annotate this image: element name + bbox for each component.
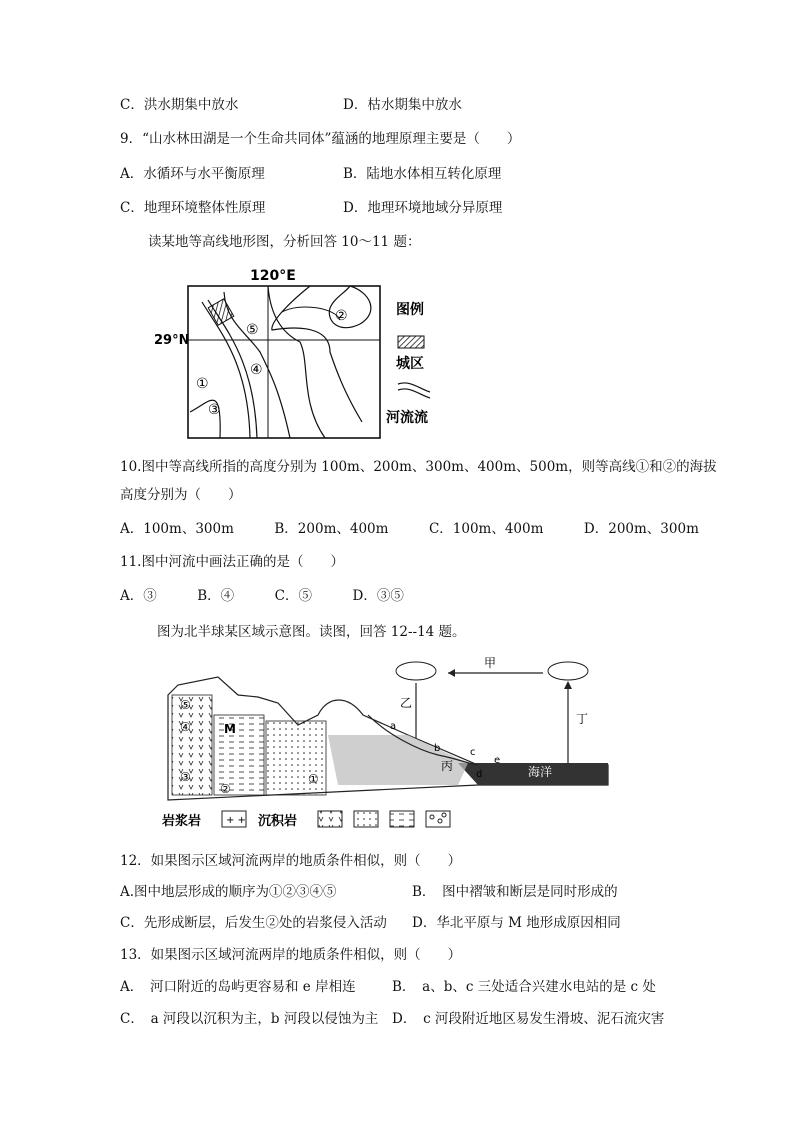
option-a-q13: A． 河口附近的岛屿更容易和 e 岸相连 [120,979,356,995]
contour-line [282,307,340,320]
label-4: ④ [250,362,263,378]
legend-magma: 岩浆岩 [162,814,202,829]
question-13: 13．如果图示区域河流两岸的地质条件相似，则（ ） [120,947,462,963]
strata-column [172,695,212,795]
cloud-left [396,662,436,680]
legend-city-label: 城区 [396,356,424,372]
contour-line [272,286,362,422]
option-a-q12: A.图中地层形成的顺序为①②③④⑤ [120,884,337,900]
question-10: 10.图中等高线所指的高度分别为 100m、200m、300m、400m、500m，则等高线①和②的海拔 [120,459,717,475]
label-2: ② [335,308,348,324]
question-12: 12．如果图示区域河流两岸的地质条件相似，则（ ） [120,853,462,869]
legend-swatch-gravel [426,811,450,827]
river-c: c [470,747,476,758]
label-jia: 甲 [484,656,497,670]
option-d-q13: D． c 河段附近地区易发生滑坡、泥石流灾害 [392,1011,665,1027]
label-ding: 丁 [576,712,589,726]
label-3: ③ [208,402,221,418]
legend-title: 图例 [396,302,424,318]
label-yi: 乙 [400,696,413,710]
stratum-2: ② [220,782,231,796]
option-b-q9: B．陆地水体相互转化原理 [343,166,502,182]
option-d-q9: D．地理环境地域分异原理 [343,200,503,216]
label-bing: 丙 [441,759,454,773]
legend-swatch-dots [354,811,378,827]
river-e: e [494,755,501,766]
option-a-q9: A．水循环与水平衡原理 [120,166,265,182]
intro-region-figure: 图为北半球某区域示意图。读图，回答 12--14 题。 [157,624,466,640]
option-c-q8: C．洪水期集中放水 [120,97,239,113]
stratum-3: ③ [180,770,191,784]
latitude-label: 29°N [154,333,190,348]
question-11: 11.图中河流中画法正确的是（ ） [120,554,344,570]
label-5: ⑤ [246,322,259,338]
option-c-q13: C． a 河段以沉积为主，b 河段以侵蚀为主 [120,1011,379,1027]
contour-line [268,286,325,438]
river-d: d [476,769,483,780]
options-q10: A．100m、300m B．200m、400m C．100m、400m D．200m、300m [120,521,699,537]
river-a: a [390,721,397,732]
label-1: ① [196,376,209,392]
legend-river-label: 河流流 [386,410,428,426]
intro-contour-map: 读某地等高线地形图，分析回答 10～11 题： [148,234,421,250]
svg-text:+ +: + + [226,815,246,826]
option-b-q13: B． a、b、c 三处适合兴建水电站的是 c 处 [392,979,656,995]
region-block-diagram [158,655,618,835]
contour-map-figure [150,262,440,442]
option-d-q8: D．枯水期集中放水 [343,97,462,113]
legend-swatch-dash [390,811,414,827]
legend-sed: 沉积岩 [258,814,298,829]
question-9: 9．“山水林田湖是一个生命共同体”蕴涵的地理原理主要是（ ） [120,131,521,147]
label-ocean: 海洋 [528,765,553,779]
option-d-q12: D．华北平原与 M 地形成原因相同 [412,915,621,931]
question-10-cont: 高度分别为（ ） [120,487,242,503]
option-c-q9: C．地理环境整体性原理 [120,200,266,216]
cloud-right [548,662,588,680]
river-b: b [434,743,441,754]
legend-city-swatch [398,336,424,348]
stratum-5: ⑤ [180,698,191,712]
options-q11: A．③ B．④ C．⑤ D．③⑤ [120,588,404,604]
option-c-q12: C．先形成断层，后发生②处的岩浆侵入活动 [120,915,387,931]
label-m: M [224,722,236,736]
longitude-label: 120°E [250,268,296,284]
stratum-4: ④ [180,720,191,734]
legend-swatch-v [318,811,342,827]
stratum-1: ① [308,772,319,786]
option-b-q12: B． 图中褶皱和断层是同时形成的 [412,884,618,900]
